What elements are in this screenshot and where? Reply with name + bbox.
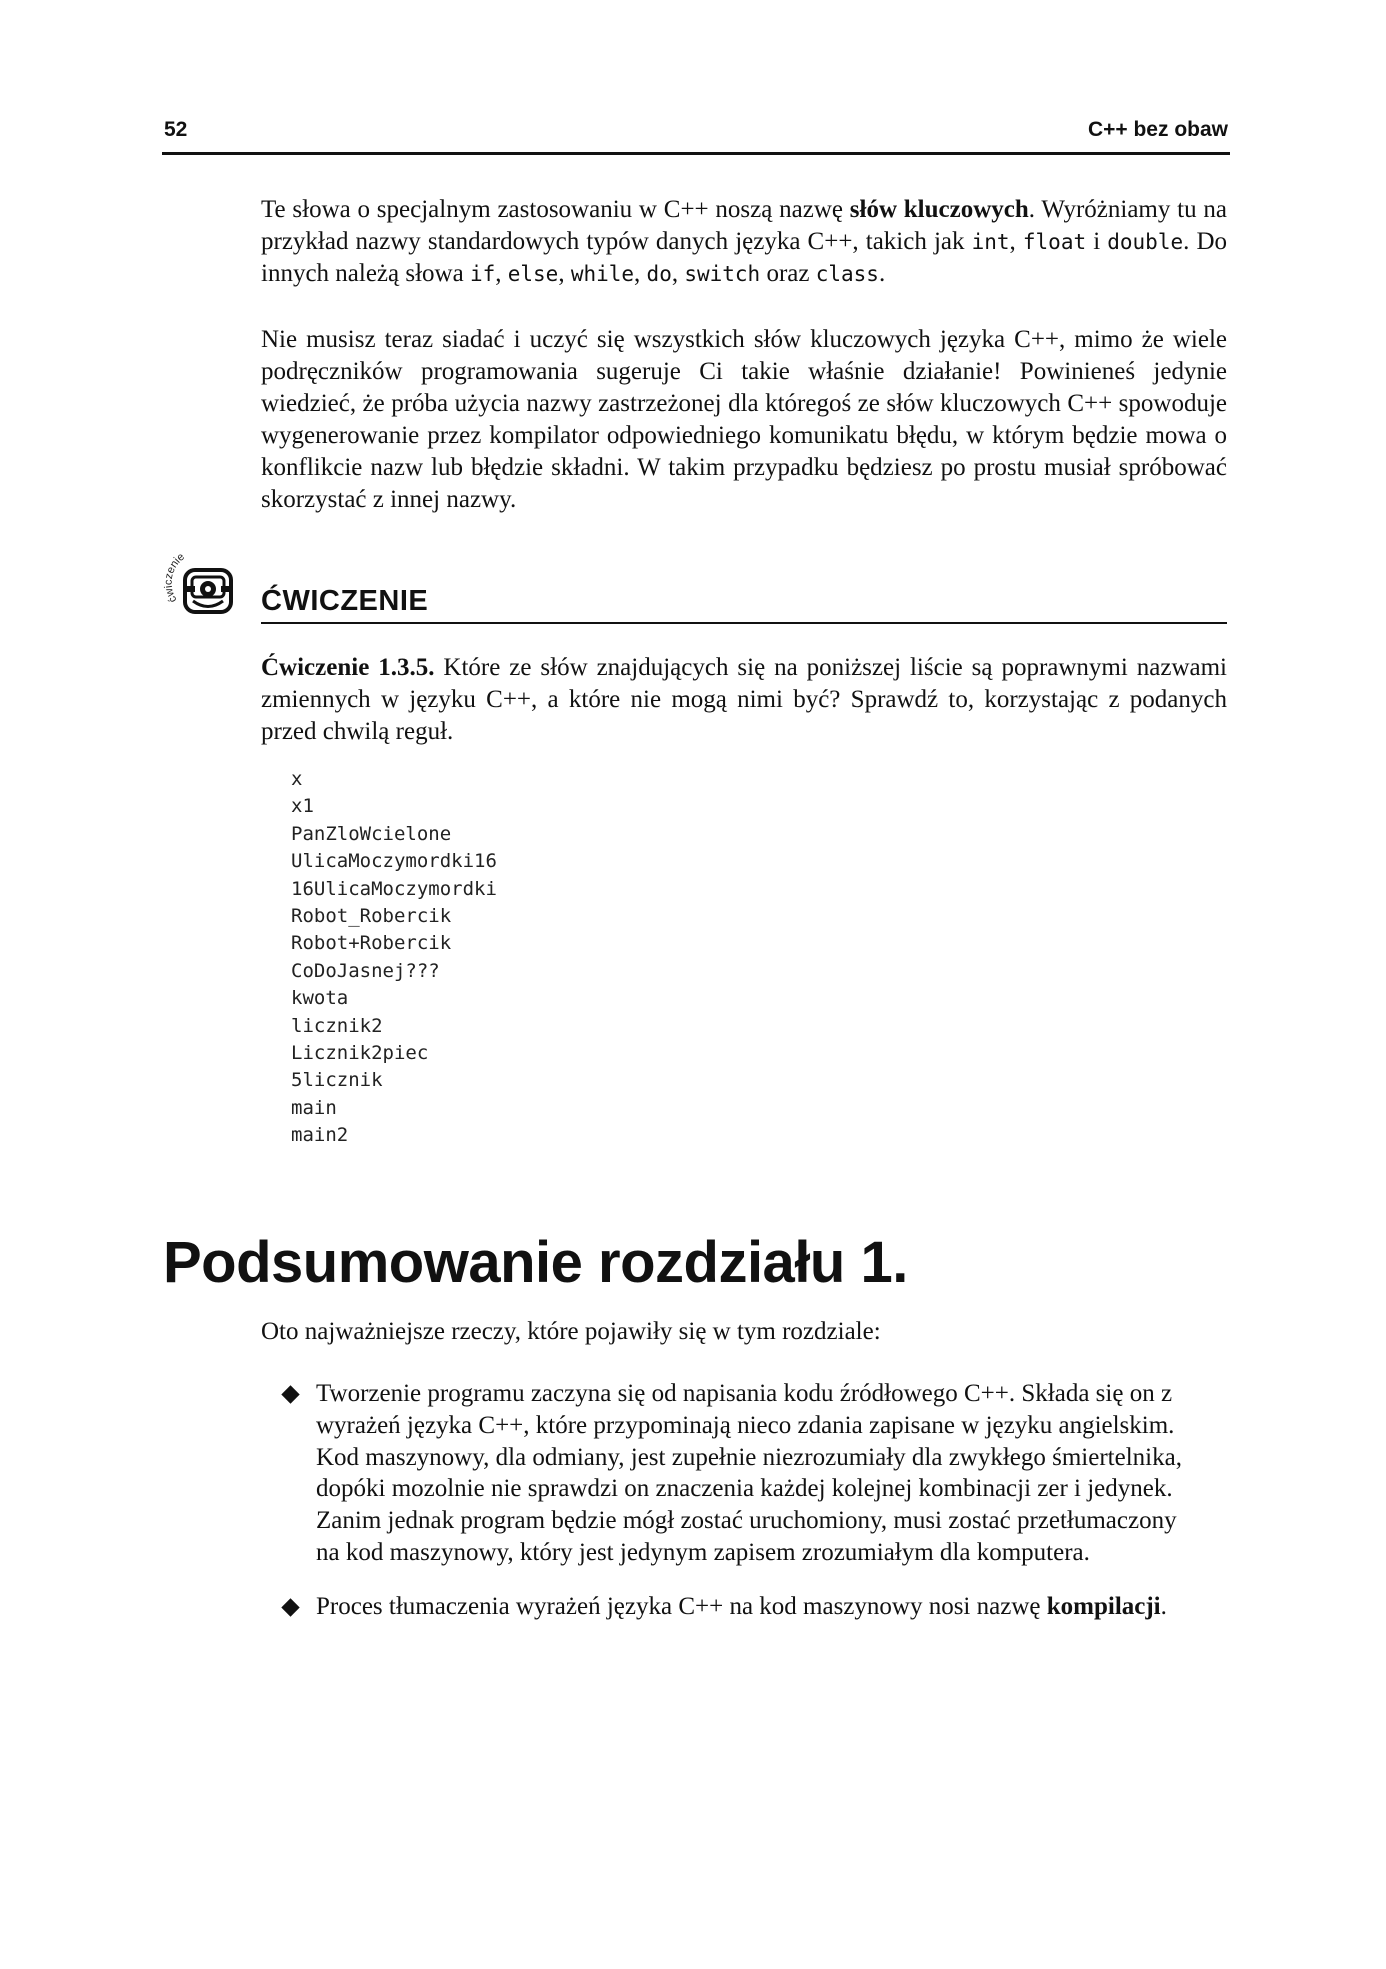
list-item: main	[291, 1096, 337, 1119]
keyword-else: else	[507, 262, 559, 286]
bold-term: kompilacji	[1046, 1592, 1161, 1620]
text-run: oraz	[760, 260, 816, 287]
text-run: ,	[558, 260, 571, 287]
chapter-summary-heading: Podsumowanie rozdziału 1.	[163, 1230, 908, 1295]
diamond-bullet-icon	[281, 1385, 299, 1403]
text-run: .	[878, 260, 886, 287]
list-item: CoDoJasnej???	[291, 959, 440, 982]
keyword-do: do	[646, 262, 672, 286]
summary-bullet	[282, 1378, 1182, 1569]
keyword-double: double	[1107, 230, 1184, 254]
list-item: kwota	[291, 987, 349, 1010]
exercise-body: Które ze słów znajdujących się na poniższej liście są poprawnymi nazwami zmiennych w języku C++, a które nie mogą nimi być? Sprawdź to, korzystając z podanych przed chwilą reguł.	[261, 654, 1227, 745]
bold-term: słów kluczowych	[849, 196, 1029, 223]
keyword-if: if	[469, 262, 496, 286]
paragraph-keywords-advice: Nie musisz teraz siadać i uczyć się wszystkich słów kluczowych języka C++, mimo że wiele podręczników programowania sugeruje Ci takie właśnie działanie! Powinieneś jedynie wiedzieć, że próba użycia nazwy zastrzeżonej dla któregoś ze słów kluczowych C++ spowoduje wygenerowanie przez kompilator odpowiedniego komunikatu błędu, w którym będzie mowa o konflikcie nazw lub błędzie składni. W takim przypadku będziesz po prostu musiał spróbować skorzystać z innej nazwy.	[261, 326, 1227, 513]
summary-intro: Oto najważniejsze rzeczy, które pojawiły się w tym rozdziale:	[261, 1318, 881, 1345]
summary-bullet-text: Proces tłumaczenia wyrażeń języka C++ na kod maszynowy nosi nazwę	[316, 1592, 1047, 1620]
text-run: ,	[1009, 228, 1023, 255]
summary-bullet-text: Tworzenie programu zaczyna się od napisania kodu źródłowego C++. Składa się on z wyrażeń języka C++, które przypominają nieco zdania zapisane w języku angielskim. Kod maszynowy, dla odmiany, jest zupełnie niezrozumiały dla zwykłego śmiertelnika, dopóki mozolnie nie sprawdzi on znaczenia każdej kolejnej kombinacji zer i jedynek. Zanim jednak program będzie mógł zostać uruchomiony, musi zostać przetłumaczony na kod maszynowy, który jest jedynym zapisem zrozumiałym dla komputera.	[316, 1380, 1182, 1566]
list-item: licznik2	[291, 1014, 383, 1037]
exercise-icon-text: ćwiczenie	[163, 550, 187, 605]
list-item: x1	[291, 795, 314, 818]
summary-bullet-list	[282, 1378, 1182, 1645]
text-run: ,	[495, 260, 508, 287]
keyword-switch: switch	[684, 262, 761, 286]
list-item: Robot_Robercik	[291, 905, 452, 928]
text-run: . Wyróżniamy tu na przykład nazwy standardowych typów danych języka C++, takich jak	[261, 196, 1227, 255]
identifier-list	[291, 766, 497, 1150]
running-title: C++ bez obaw	[1087, 118, 1228, 141]
text-run: Te słowa o specjalnym zastosowaniu w C++ noszą nazwę	[261, 196, 850, 223]
page-number: 52	[164, 118, 188, 141]
text-run: . Do innych należą słowa	[261, 228, 1228, 287]
text-run: i	[1086, 228, 1108, 255]
list-item: 16UlicaMoczymordki	[291, 877, 497, 900]
keyword-class: class	[815, 262, 879, 286]
exercise-heading	[261, 580, 1227, 624]
summary-bullet	[282, 1591, 1182, 1623]
exercise-heading-text: ĆWICZENIE	[261, 585, 429, 617]
list-item: 5licznik	[291, 1069, 383, 1092]
list-item: Robot+Robercik	[291, 932, 452, 955]
list-item: Licznik2piec	[291, 1042, 429, 1065]
list-item: PanZloWcielone	[291, 822, 452, 845]
exercise-text	[261, 652, 1227, 748]
list-item: x	[291, 768, 303, 790]
diamond-bullet-icon	[281, 1598, 299, 1616]
list-item: main2	[291, 1124, 349, 1147]
page-header	[162, 118, 1230, 155]
keyword-while: while	[570, 262, 635, 286]
list-item: UlicaMoczymordki16	[291, 850, 497, 873]
exercise-label: Ćwiczenie 1.3.5.	[261, 654, 435, 681]
text-run: ,	[634, 260, 647, 287]
keyword-int: int	[971, 230, 1010, 254]
keyword-float: float	[1022, 230, 1087, 254]
text-run: .	[1160, 1592, 1167, 1620]
exercise-icon	[163, 546, 247, 622]
paragraph-keywords	[261, 194, 1227, 290]
text-run: ,	[671, 260, 685, 287]
